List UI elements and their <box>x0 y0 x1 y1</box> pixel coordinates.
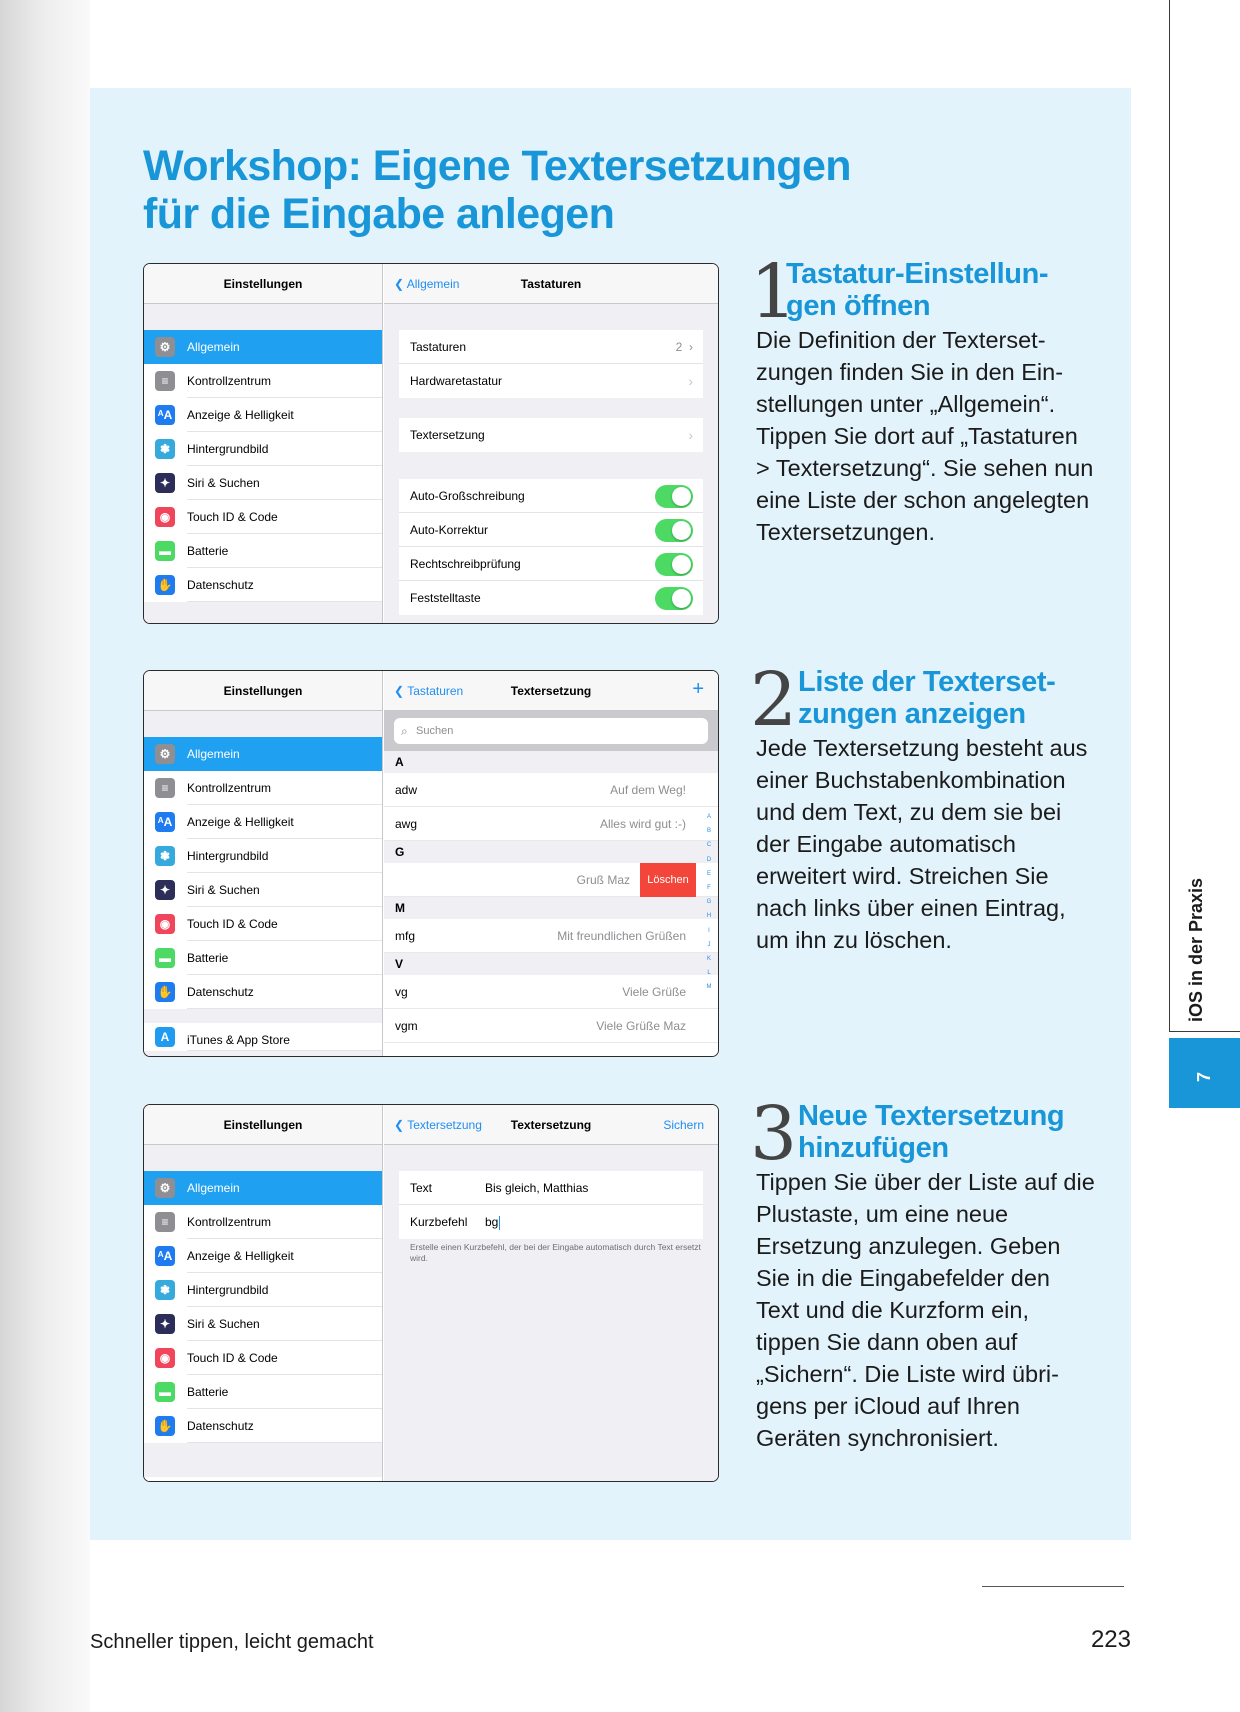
row-feststelltaste <box>399 581 703 615</box>
chevron-right-icon: › <box>688 373 693 389</box>
sidebar-tail <box>144 1009 382 1023</box>
settings-app-icon: ✋ <box>155 575 175 595</box>
replacement-pane <box>384 671 718 1056</box>
workshop-title <box>143 142 1043 238</box>
step-2 <box>750 657 1096 956</box>
settings-app-icon: ▬ <box>155 541 175 561</box>
search-input[interactable]: ⌕ Suchen <box>394 718 708 744</box>
settings-sidebar <box>144 1105 383 1481</box>
toggle-switch-on[interactable] <box>655 553 693 576</box>
sidebar-item-label: Datenschutz <box>187 985 254 999</box>
back-label: Textersetzung <box>407 1118 482 1132</box>
settings-app-icon: ❃ <box>155 846 175 866</box>
sidebar-item-label: Siri & Suchen <box>187 476 260 490</box>
sidebar-header: Einstellungen <box>144 264 382 304</box>
sidebar-item-label: Batterie <box>187 544 229 558</box>
settings-app-icon: ◉ <box>155 1348 175 1368</box>
back-button-textersetzung[interactable] <box>394 1105 482 1145</box>
textersetzung-group <box>399 418 703 452</box>
row-textersetzung[interactable] <box>399 418 703 452</box>
sidebar-item-allgemein[interactable] <box>144 1171 382 1205</box>
row-auto-grossschreibung <box>399 479 703 513</box>
page-gutter-shadow <box>0 0 90 1712</box>
sidebar-item-datenschutz[interactable] <box>144 1409 382 1443</box>
section-header: M <box>384 897 718 919</box>
save-button[interactable]: Sichern <box>663 1118 704 1132</box>
sidebar-list <box>144 1171 382 1443</box>
nav-bar <box>384 264 718 304</box>
row-hardwaretastatur[interactable] <box>399 364 703 398</box>
plus-icon[interactable]: + <box>692 678 704 700</box>
hint-text: Erstelle einen Kurzbefehl, der bei der Eingabe automatisch durch Text ersetzt wird. <box>410 1242 701 1263</box>
settings-app-icon: ✋ <box>155 1416 175 1436</box>
step-body: Tippen Sie über der Liste auf die Plustaste, um eine neue Ersetzung anzulegen. Geben Sie in die Eingabefelder den Text und die Kurzform ein, tippen Sie dann oben auf „Sichern“. Die Liste wird übrigens per iCloud auf Ihren Geräten synchronisiert. <box>756 1169 1095 1451</box>
step-title: Neue Textersetzung hinzufügen <box>798 1100 1065 1164</box>
text-cursor <box>499 1216 500 1230</box>
field-label: Kurzbefehl <box>410 1215 468 1229</box>
settings-app-icon: ❃ <box>155 1280 175 1300</box>
settings-app-icon: ✦ <box>155 473 175 493</box>
keyboards-group <box>399 330 703 398</box>
section-index[interactable]: A B C D E F G H I J K L M <box>706 814 712 991</box>
sidebar-item-label: Allgemein <box>187 340 240 354</box>
sidebar-item-siri-suchen[interactable] <box>144 1307 382 1341</box>
settings-app-icon: ᴬA <box>155 812 175 832</box>
nav-title: Textersetzung <box>510 684 592 698</box>
settings-app-icon: ❃ <box>155 439 175 459</box>
running-footer: Schneller tippen, leicht gemacht <box>90 1631 374 1653</box>
keyboard-pane <box>384 264 718 623</box>
sidebar-item-touch-id-code[interactable] <box>144 907 382 941</box>
shortcut-field[interactable]: bg <box>485 1215 499 1229</box>
sidebar-item-allgemein[interactable] <box>144 737 382 771</box>
chapter-label: iOS in der Praxis <box>1186 877 1206 1022</box>
sidebar-item-anzeige-helligkeit[interactable] <box>144 1239 382 1273</box>
phrase-text: Alles wird gut :-) <box>599 817 686 831</box>
footer-rule <box>982 1586 1124 1587</box>
sidebar-item-anzeige-helligkeit[interactable] <box>144 398 382 432</box>
list-item[interactable] <box>384 975 718 1009</box>
sidebar-item-hintergrundbild[interactable] <box>144 432 382 466</box>
sidebar-item-label: Datenschutz <box>187 1419 254 1433</box>
sidebar-item-label: Anzeige & Helligkeit <box>187 408 294 422</box>
phrase-text: Gruß Maz <box>576 873 630 887</box>
back-label: Allgemein <box>406 277 460 291</box>
row-rechtschreibpruefung <box>399 547 703 581</box>
section-header: V <box>384 953 718 975</box>
sidebar-item-label: Kontrollzentrum <box>187 1215 272 1229</box>
row-label: Hardwaretastatur <box>410 374 503 388</box>
step-body: Die Definition der Textersetzungen finden Sie in den Einstellungen unter „Allgemein“. Tippen Sie dort auf „Tastaturen > Textersetzung“. Sie sehen nun eine Liste der schon angelegten Textersetzungen. <box>756 327 1094 545</box>
settings-app-icon: ▬ <box>155 1382 175 1402</box>
back-label: Tastaturen <box>407 684 464 698</box>
sidebar-cut-item <box>144 1477 382 1482</box>
settings-app-icon: ᴬA <box>155 405 175 425</box>
text-field[interactable]: Bis gleich, Matthias <box>485 1181 589 1195</box>
sidebar-item-label: Siri & Suchen <box>187 883 260 897</box>
sidebar-item-label: Anzeige & Helligkeit <box>187 1249 294 1263</box>
sidebar-item-label: Batterie <box>187 1385 229 1399</box>
step-number: 1 <box>750 249 798 335</box>
sidebar-item-label: Touch ID & Code <box>187 510 278 524</box>
list-item[interactable] <box>384 1009 718 1043</box>
margin-rule-horizontal <box>1169 1031 1240 1032</box>
toggles-group <box>399 479 703 615</box>
row-label: Rechtschreibprüfung <box>410 557 521 571</box>
settings-app-icon: ▬ <box>155 948 175 968</box>
chevron-left-icon: ❮ <box>394 1118 405 1132</box>
settings-app-icon: ✋ <box>155 982 175 1002</box>
sidebar-item-batterie[interactable] <box>144 534 382 568</box>
sidebar-header: Einstellungen <box>144 671 382 711</box>
step-title: Tastatur-Einstellun-gen öffnen <box>786 258 1049 322</box>
shortcut-text: vg <box>395 985 408 999</box>
chevron-left-icon: ❮ <box>394 277 405 291</box>
page-number: 223 <box>1090 1626 1131 1653</box>
toggle-switch-on[interactable] <box>655 519 693 542</box>
new-replacement-pane <box>384 1105 718 1481</box>
settings-app-icon: ≡ <box>155 371 175 391</box>
text-field-row <box>399 1171 703 1205</box>
sidebar-item-siri-suchen[interactable] <box>144 466 382 500</box>
list-item[interactable] <box>384 919 718 953</box>
settings-app-icon: ◉ <box>155 914 175 934</box>
sidebar-item-batterie[interactable] <box>144 941 382 975</box>
sidebar-item-itunes[interactable] <box>144 1023 382 1051</box>
sidebar-item-kontrollzentrum[interactable] <box>144 364 382 398</box>
screenshot-keyboard-settings <box>143 263 719 624</box>
sidebar-list <box>144 737 382 1009</box>
chapter-tab <box>1169 1038 1240 1108</box>
screenshot-replacement-list <box>143 670 719 1057</box>
toggle-switch-on[interactable] <box>655 485 693 508</box>
workshop-title-line1: Workshop: Eigene Textersetzungen <box>143 142 851 190</box>
section-header: G <box>384 841 718 863</box>
settings-sidebar <box>144 671 383 1056</box>
step-number: 3 <box>750 1091 798 1177</box>
nav-bar <box>384 671 718 711</box>
shortcut-text: vgm <box>395 1019 418 1033</box>
row-tastaturen[interactable] <box>399 330 703 364</box>
step-number: 2 <box>750 657 798 743</box>
row-label: Auto-Großschreibung <box>410 489 525 503</box>
shortcut-field-row <box>399 1205 703 1239</box>
field-label: Text <box>410 1181 433 1195</box>
nav-title: Tastaturen <box>520 277 582 291</box>
section-header: A <box>384 751 718 773</box>
phrase-text: Mit freundlichen Grüßen <box>557 929 686 943</box>
sidebar-item-label: Siri & Suchen <box>187 1317 260 1331</box>
app-store-icon: A <box>155 1027 175 1047</box>
settings-app-icon: ⚙ <box>155 337 175 357</box>
phrase-text: Auf dem Weg! <box>610 783 686 797</box>
settings-app-icon: ✦ <box>155 880 175 900</box>
sidebar-item-label: Allgemein <box>187 747 240 761</box>
sidebar-list <box>144 330 382 602</box>
sidebar-item-kontrollzentrum[interactable] <box>144 771 382 805</box>
step-1 <box>750 249 1096 548</box>
form-group <box>399 1171 703 1239</box>
row-auto-korrektur <box>399 513 703 547</box>
app-store-icon <box>155 1481 175 1482</box>
sidebar-tail <box>144 602 382 616</box>
keyboard-count: 2 › <box>675 340 693 354</box>
sidebar-item-anzeige-helligkeit[interactable] <box>144 805 382 839</box>
toggle-switch-on[interactable] <box>655 587 693 610</box>
row-label: Tastaturen <box>410 340 467 354</box>
sidebar-item-batterie[interactable] <box>144 1375 382 1409</box>
nav-title: Textersetzung <box>510 1118 592 1132</box>
sidebar-item-touch-id-code[interactable] <box>144 500 382 534</box>
settings-sidebar <box>144 264 383 623</box>
margin-rule-vertical <box>1169 0 1170 1032</box>
row-label: Textersetzung <box>410 428 485 442</box>
sidebar-item-label: Datenschutz <box>187 578 254 592</box>
phrase-text: Viele Grüße <box>622 985 686 999</box>
sidebar-item-label: Hintergrundbild <box>187 442 269 456</box>
screenshot-new-replacement <box>143 1104 719 1482</box>
settings-app-icon: ⚙ <box>155 744 175 764</box>
step-title: Liste der Texterset-zungen anzeigen <box>798 666 1056 730</box>
settings-app-icon: ⚙ <box>155 1178 175 1198</box>
delete-button[interactable]: Löschen <box>640 863 696 897</box>
list-item[interactable] <box>384 807 718 841</box>
step-body: Jede Textersetzung besteht aus einer Buchstabenkombination und dem Text, zu dem sie bei der Eingabe automatisch erweitert wird. Streichen Sie nach links über einen Eintrag, um ihn zu löschen. <box>756 735 1088 953</box>
sidebar-item-label: Touch ID & Code <box>187 917 278 931</box>
sidebar-list-extra <box>144 1023 382 1051</box>
sidebar-item-label: Touch ID & Code <box>187 1351 278 1365</box>
settings-app-icon: ◉ <box>155 507 175 527</box>
sidebar-item-label: Hintergrundbild <box>187 849 269 863</box>
search-bar <box>384 711 718 751</box>
back-button-tastaturen[interactable] <box>394 671 463 711</box>
chapter-number: 7 <box>1194 1071 1214 1082</box>
sidebar-item-label: Allgemein <box>187 1181 240 1195</box>
sidebar-item-datenschutz[interactable] <box>144 975 382 1009</box>
sidebar-item-hintergrundbild[interactable] <box>144 1273 382 1307</box>
sidebar-item-label: Kontrollzentrum <box>187 374 272 388</box>
sidebar-item-siri-suchen[interactable] <box>144 873 382 907</box>
sidebar-header: Einstellungen <box>144 1105 382 1145</box>
row-label: Feststelltaste <box>410 591 481 605</box>
sidebar-item-label: iTunes & App Store <box>187 1033 290 1047</box>
shortcut-text: adw <box>395 783 418 797</box>
sidebar-item-touch-id-code[interactable] <box>144 1341 382 1375</box>
chevron-right-icon: › <box>688 427 693 443</box>
shortcut-text: awg <box>395 817 418 831</box>
list-item[interactable] <box>384 773 718 807</box>
sidebar-item-label: Batterie <box>187 951 229 965</box>
nav-bar <box>384 1105 718 1145</box>
sidebar-item-label: Hintergrundbild <box>187 1283 269 1297</box>
row-label: Auto-Korrektur <box>410 523 489 537</box>
sidebar-item-datenschutz[interactable] <box>144 568 382 602</box>
settings-app-icon: ᴬA <box>155 1246 175 1266</box>
step-3 <box>750 1091 1096 1454</box>
settings-app-icon: ≡ <box>155 1212 175 1232</box>
sidebar-item-kontrollzentrum[interactable] <box>144 1205 382 1239</box>
sidebar-tail <box>144 1443 382 1477</box>
phrase-text: Viele Grüße Maz <box>596 1019 686 1033</box>
list-item-swiped[interactable] <box>384 863 718 897</box>
shortcut-text: mfg <box>395 929 416 943</box>
workshop-title-line2: für die Eingabe anlegen <box>143 190 615 238</box>
chevron-left-icon: ❮ <box>394 684 405 698</box>
settings-app-icon: ≡ <box>155 778 175 798</box>
sidebar-item-label: Anzeige & Helligkeit <box>187 815 294 829</box>
back-button-allgemein[interactable] <box>394 264 459 304</box>
settings-app-icon: ✦ <box>155 1314 175 1334</box>
sidebar-item-hintergrundbild[interactable] <box>144 839 382 873</box>
sidebar-item-allgemein[interactable] <box>144 330 382 364</box>
sidebar-item-label: Kontrollzentrum <box>187 781 272 795</box>
